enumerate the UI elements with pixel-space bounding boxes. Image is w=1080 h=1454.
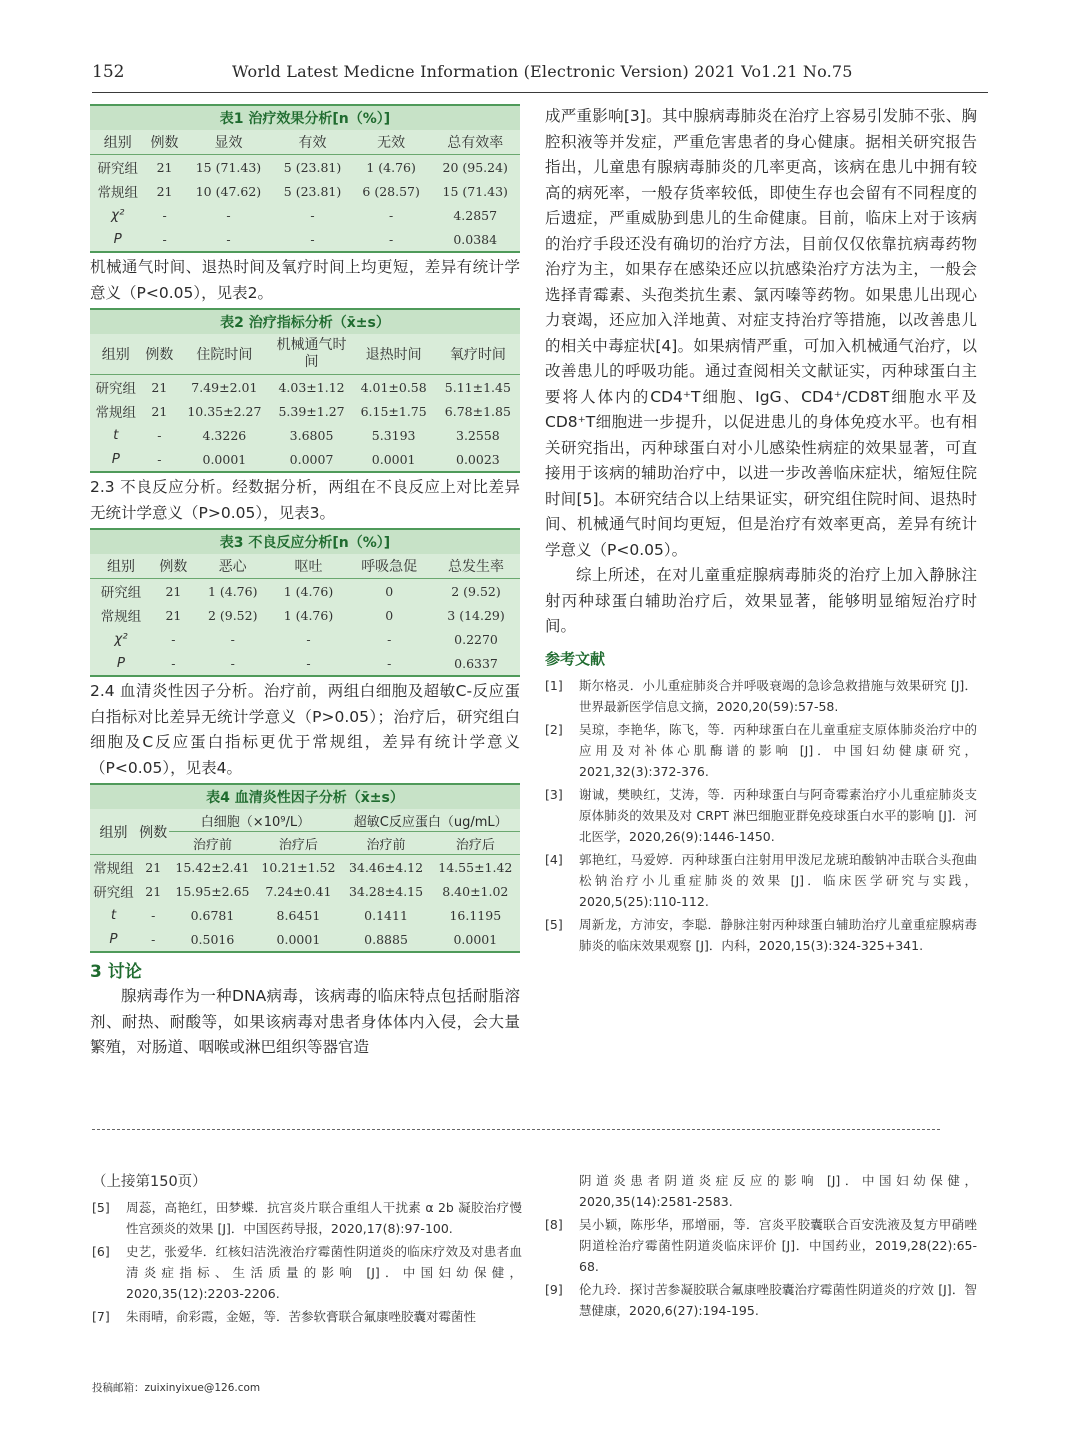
table-cell: -	[152, 651, 195, 676]
table-cell: 5 (23.81)	[283, 183, 342, 199]
table-cell: 6.78±1.85	[444, 403, 511, 419]
table-cell: 21	[145, 859, 162, 875]
reference-continuation	[545, 1170, 977, 1212]
table-cell: χ²	[114, 631, 128, 647]
table-cell: 0.0001	[431, 927, 520, 952]
table-cell: 21	[145, 883, 162, 899]
continued-note: （上接第150页）	[92, 1174, 207, 1190]
table-cell: 0.0001	[352, 447, 436, 472]
table-row	[90, 227, 520, 252]
footer-email: 投稿邮箱：zuixinyixue@126.com	[92, 1382, 261, 1394]
paragraph: 综上所述，在对儿童重症腺病毒肺炎的治疗上加入静脉注射丙种球蛋白辅助治疗后，效果显著，能够明显缩短治疗时间。	[545, 566, 977, 635]
table-cell: -	[346, 651, 432, 676]
table-3	[90, 528, 520, 677]
table-cell: 1 (4.76)	[283, 583, 334, 599]
table-header: 治疗前	[169, 832, 255, 855]
table-header: 组别	[90, 130, 145, 155]
table-cell: 10.35±2.27	[187, 403, 262, 419]
table-cell: 研究组	[100, 585, 142, 601]
running-title: World Latest Medicne Information (Electronic Version) 2021 Vo1.21 No.75	[232, 62, 853, 81]
table-cell: 6 (28.57)	[362, 183, 420, 199]
reference-text: 吴小颖，陈彤华，邢增丽，等．宫炎平胶囊联合百安洗液及复方甲硝唑阴道栓治疗霉菌性阴道炎临床评价 [J]．中国药业，2019,28(22):65-68.	[579, 1217, 977, 1274]
table-row	[90, 447, 520, 472]
table-header: 组别	[90, 334, 142, 375]
table-header: 超敏C反应蛋白（ug/mL）	[341, 809, 520, 832]
table-cell: 2 (9.52)	[451, 583, 501, 599]
table-cell: -	[137, 927, 169, 952]
table-header: 组别	[90, 554, 152, 579]
table-header: 呼吸急促	[346, 554, 432, 579]
table-header: 治疗后	[255, 832, 341, 855]
table-1	[90, 104, 520, 253]
table-row	[90, 203, 520, 227]
table-cell: 6.15±1.75	[360, 403, 427, 419]
left-column	[90, 104, 520, 1061]
table-cell: 34.28±4.15	[348, 883, 424, 899]
reference-number: [5]	[545, 916, 563, 932]
table-cell: 4.01±0.58	[360, 379, 427, 395]
table-cell: 0.0007	[272, 447, 352, 472]
table-cell: -	[195, 651, 271, 676]
reference-text: 斯尔格灵．小儿重症肺炎合并呼吸衰竭的急诊急救措施与效果研究 [J]．世界最新医学信息文摘，2020,20(59):57-58.	[579, 677, 977, 714]
table-cell: -	[306, 631, 311, 647]
table-cell: -	[271, 651, 347, 676]
reference-text: 史艺，张爱华．红核妇洁洗液治疗霉菌性阴道炎的临床疗效及对患者血清炎症指标、生活质量的影响 [J]．中国妇幼保健，2020,35(12):2203-2206.	[126, 1244, 522, 1301]
table-cell: 4.3226	[202, 427, 247, 443]
reference-number: [7]	[92, 1309, 110, 1324]
table-row	[90, 651, 520, 676]
reference-text: 谢诚，樊映红，艾涛，等．丙种球蛋白与阿奇霉素治疗小儿重症肺炎支原体肺炎的效果及对 CRPT 淋巴细胞亚群免疫球蛋白水平的影响 [J]．河北医学，2020,26(9):1446-1450.	[579, 786, 977, 844]
table-header: 白细胞（×10⁹/L）	[169, 809, 341, 832]
reference-text: 伦九玲．探讨苦参凝胶联合氟康唑胶囊治疗霉菌性阴道炎的疗效 [J]．智慧健康，2020,6(27):194-195.	[579, 1282, 977, 1318]
table-cell: 21	[156, 183, 173, 199]
table-header: 呕吐	[271, 554, 347, 579]
table-cell: -	[273, 227, 352, 252]
table-cell: 0.1411	[364, 907, 408, 923]
page-header	[92, 62, 988, 88]
table-cell: 5 (23.81)	[283, 159, 342, 175]
table-cell: 0.8885	[341, 927, 430, 952]
table-header: 例数	[152, 554, 195, 579]
table-cell: -	[171, 631, 176, 647]
table-row	[90, 927, 520, 952]
reference-item	[545, 675, 977, 717]
table-row	[90, 603, 520, 627]
reference-item	[545, 1214, 977, 1277]
table-cell: -	[226, 207, 231, 223]
table-header: 氧疗时间	[436, 334, 520, 375]
table-cell: -	[151, 907, 156, 923]
reference-text: 周蕊，高艳红，田梦蝶．抗宫炎片联合重组人干扰素 α 2b 凝胶治疗慢性宫颈炎的效果 [J]．中国医药导报，2020,17(8):97-100.	[126, 1200, 522, 1236]
reference-number: [8]	[545, 1217, 563, 1232]
table-cell: 4.2857	[453, 207, 498, 223]
table-cell: 常规组	[97, 185, 138, 201]
table-cell: 7.24±0.41	[265, 883, 332, 899]
table-cell: 常规组	[100, 609, 142, 625]
table-2	[90, 308, 520, 473]
table-header: 例数	[137, 809, 169, 855]
table-cell: 1 (4.76)	[366, 159, 416, 175]
table-row	[90, 155, 520, 180]
reference-item	[92, 1241, 522, 1304]
table-cell: 20 (95.24)	[442, 159, 508, 175]
reference-text: 阴道炎患者阴道炎症反应的影响 [J]．中国妇幼保健，2020,35(14):2581-2583.	[579, 1173, 977, 1209]
paragraph: 机械通气时间、退热时间及氧疗时间上均更短，差异有统计学意义（P<0.05），见表2。	[90, 258, 520, 302]
table-cell: -	[184, 227, 274, 252]
reference-item	[545, 914, 977, 956]
right-column	[545, 104, 977, 958]
table-cell: 5.11±1.45	[444, 379, 511, 395]
table-cell: 3.6805	[289, 427, 334, 443]
table-header: 例数	[142, 334, 178, 375]
table-cell: χ²	[111, 207, 125, 223]
table-cell: 0.0023	[436, 447, 520, 472]
table-cell: 14.55±1.42	[438, 859, 513, 875]
reference-item	[545, 784, 977, 847]
table-cell: P	[90, 447, 142, 472]
table-row	[90, 627, 520, 651]
table-cell: 4.03±1.12	[278, 379, 345, 395]
table-cell: 10 (47.62)	[195, 183, 262, 199]
references-heading: 参考文献	[545, 649, 606, 668]
bottom-right-column	[545, 1170, 977, 1323]
paragraph: 成严重影响[3]。其中腺病毒肺炎在治疗上容易引发肺不张、胸腔积液等并发症，严重危害患者的身心健康。据相关研究报告指出，儿童患有腺病毒肺炎的几率更高，该病在患儿中拥有较高的病死率，一般存货率较低，即使生存也会留有不同程度的后遗症，严重威胁到患儿的生命健康。目前，临床上对于该病的治疗手段还没有确切的治疗方法，目前仅仅依靠抗病毒药物治疗为主，如果存在感染还应以抗感染治疗方法为主，一般会选择青霉素、头孢类抗生素、氯丙嗪等药物。如果患儿出现心力衰竭，还应加入洋地黄、对症支持治疗等措施，以改善患儿的相关中毒症状[4]。如果病情严重，可加入机械通气治疗，以改善患儿的呼吸功能。通过查阅相关文献证实，丙种球蛋白主要将人体内的CD4⁺T细胞、IgG、CD4⁺/CD8T细胞水平及CD8⁺T细胞进一步提升，以促进患儿的身体免疫水平。也有相关研究指出，丙种球蛋白对小儿感染性病症的效果显著，可直接用于该病的辅助治疗中，以进一步改善临床症状，缩短住院时间[5]。本研究结合以上结果证实，研究组住院时间、退热时间、机械通气时间均更短，但是治疗有效率更高，差异有统计学意义（P<0.05）。	[545, 107, 977, 559]
reference-number: [4]	[545, 851, 563, 867]
table-row	[90, 903, 520, 927]
table-cell: 15 (71.43)	[442, 183, 508, 199]
table-cell: P	[90, 927, 137, 952]
table-cell: 21	[165, 607, 182, 623]
table-cell: 研究组	[93, 885, 134, 901]
table-header: 总有效率	[430, 130, 520, 155]
reference-item	[92, 1197, 522, 1239]
table-header: 治疗后	[431, 832, 520, 855]
table-cell: 0.0001	[255, 927, 341, 952]
table-header: 总发生率	[432, 554, 520, 579]
table-cell: 7.49±2.01	[191, 379, 258, 395]
table-cell: -	[142, 447, 178, 472]
header-rule	[92, 92, 988, 93]
table-cell: -	[310, 207, 315, 223]
table-row	[90, 579, 520, 604]
reference-item	[545, 719, 977, 782]
table-row	[90, 879, 520, 903]
table-cell: 0.5016	[169, 927, 255, 952]
section-divider	[92, 1129, 940, 1130]
table-cell: 3 (14.29)	[447, 607, 505, 623]
reference-number: [1]	[545, 677, 563, 693]
table-row	[90, 375, 520, 400]
table-cell: 1 (4.76)	[207, 583, 258, 599]
reference-number: [6]	[92, 1244, 110, 1259]
table-cell: 34.46±4.12	[348, 859, 424, 875]
reference-number: [2]	[545, 721, 563, 737]
reference-item	[92, 1306, 522, 1327]
table-cell: 研究组	[95, 381, 137, 397]
table-1-caption: 表1 治疗效果分析[n（%）]	[90, 105, 520, 130]
table-cell: 0.6337	[432, 651, 520, 676]
table-cell: 8.6451	[276, 907, 321, 923]
table-header: 治疗前	[341, 832, 430, 855]
table-row	[90, 855, 520, 880]
table-header: 有效	[273, 130, 352, 155]
table-cell: 3.2558	[456, 427, 500, 443]
reference-text: 朱雨晴，俞彩霞，金姬，等．苦参软膏联合氟康唑胶囊对霉菌性	[126, 1309, 477, 1324]
table-cell: P	[90, 651, 152, 676]
table-cell: 0.0384	[430, 227, 520, 252]
table-row	[90, 399, 520, 423]
table-cell: -	[230, 631, 235, 647]
table-cell: 1 (4.76)	[283, 607, 334, 623]
reference-item	[545, 1279, 977, 1321]
table-cell: 15.42±2.41	[175, 859, 250, 875]
table-cell: -	[352, 227, 431, 252]
reference-item	[545, 849, 977, 912]
table-cell: -	[387, 631, 392, 647]
reference-number: [9]	[545, 1282, 563, 1297]
table-cell: 常规组	[93, 861, 134, 877]
table-header: 例数	[145, 130, 183, 155]
table-row	[90, 423, 520, 447]
table-cell: 15 (71.43)	[195, 159, 262, 175]
table-cell: 16.1195	[449, 907, 502, 923]
table-row	[90, 179, 520, 203]
table-header: 恶心	[195, 554, 271, 579]
table-cell: -	[157, 427, 162, 443]
reference-text: 郭艳红，马爱婷．丙种球蛋白注射用甲泼尼龙琥珀酸钠冲击联合头孢曲松钠治疗小儿重症肺炎的效果 [J]．临床医学研究与实践，2020,5(25):110-112.	[579, 851, 977, 909]
table-cell: 15.95±2.65	[175, 883, 250, 899]
table-cell: 5.3193	[371, 427, 416, 443]
section-heading: 3 讨论	[90, 962, 142, 982]
bottom-left-column	[92, 1170, 522, 1329]
table-header: 组别	[90, 809, 137, 855]
table-cell: 21	[156, 159, 173, 175]
table-2-caption: 表2 治疗指标分析（x̄±s）	[90, 309, 520, 334]
table-cell: 2 (9.52)	[207, 607, 258, 623]
table-cell: 常规组	[95, 405, 137, 421]
table-cell: -	[389, 207, 394, 223]
page-number: 152	[92, 62, 125, 82]
paragraph: 2.4 血清炎性因子分析。治疗前，两组白细胞及超敏C-反应蛋白指标对比差异无统计学意义（P>0.05）；治疗后，研究组白细胞及C反应蛋白指标更优于常规组，差异有统计学意义（P<0.05），见表4。	[90, 682, 520, 777]
table-cell: 8.40±1.02	[442, 883, 509, 899]
table-cell: t	[110, 907, 117, 923]
reference-text: 吴琼，李艳华，陈飞，等．丙种球蛋白在儿童重症支原体肺炎治疗中的应用及对补体心肌酶谱的影响 [J]．中国妇幼健康研究，2021,32(3):372-376.	[579, 721, 977, 779]
table-cell: 21	[151, 403, 168, 419]
table-header: 住院时间	[177, 334, 271, 375]
table-cell: 5.39±1.27	[278, 403, 345, 419]
table-4	[90, 783, 520, 953]
table-cell: 0.0001	[177, 447, 271, 472]
reference-number: [3]	[545, 786, 563, 802]
table-cell: 21	[151, 379, 168, 395]
table-header: 退热时间	[352, 334, 436, 375]
table-cell: t	[113, 427, 119, 443]
table-4-caption: 表4 血清炎性因子分析（x̄±s）	[90, 784, 520, 809]
table-cell: 研究组	[97, 161, 138, 177]
table-cell: 0	[385, 583, 394, 599]
table-cell: -	[145, 227, 183, 252]
paragraph: 腺病毒作为一种DNA病毒，该病毒的临床特点包括耐脂溶剂、耐热、耐酸等，如果该病毒对患者身体体内入侵，会大量繁殖，对肠道、咽喉或淋巴组织等器官造	[90, 987, 520, 1056]
reference-text: 周新龙，方沛安，李聪．静脉注射丙种球蛋白辅助治疗儿童重症腺病毒肺炎的临床效果观察 [J]．内科，2020,15(3):324-325+341.	[579, 916, 977, 953]
table-cell: 0	[385, 607, 394, 623]
table-header: 显效	[184, 130, 274, 155]
reference-number: [5]	[92, 1200, 110, 1215]
table-header: 无效	[352, 130, 431, 155]
table-3-caption: 表3 不良反应分析[n（%）]	[90, 529, 520, 554]
table-cell: 21	[165, 583, 182, 599]
table-cell: 10.21±1.52	[261, 859, 336, 875]
table-cell: P	[90, 227, 145, 252]
table-cell: 0.6781	[190, 907, 235, 923]
table-cell: 0.2270	[454, 631, 498, 647]
table-header: 机械通气时间	[272, 334, 352, 375]
paragraph: 2.3 不良反应分析。经数据分析，两组在不良反应上对比差异无统计学意义（P>0.05），见表3。	[90, 478, 520, 522]
table-cell: -	[162, 207, 167, 223]
